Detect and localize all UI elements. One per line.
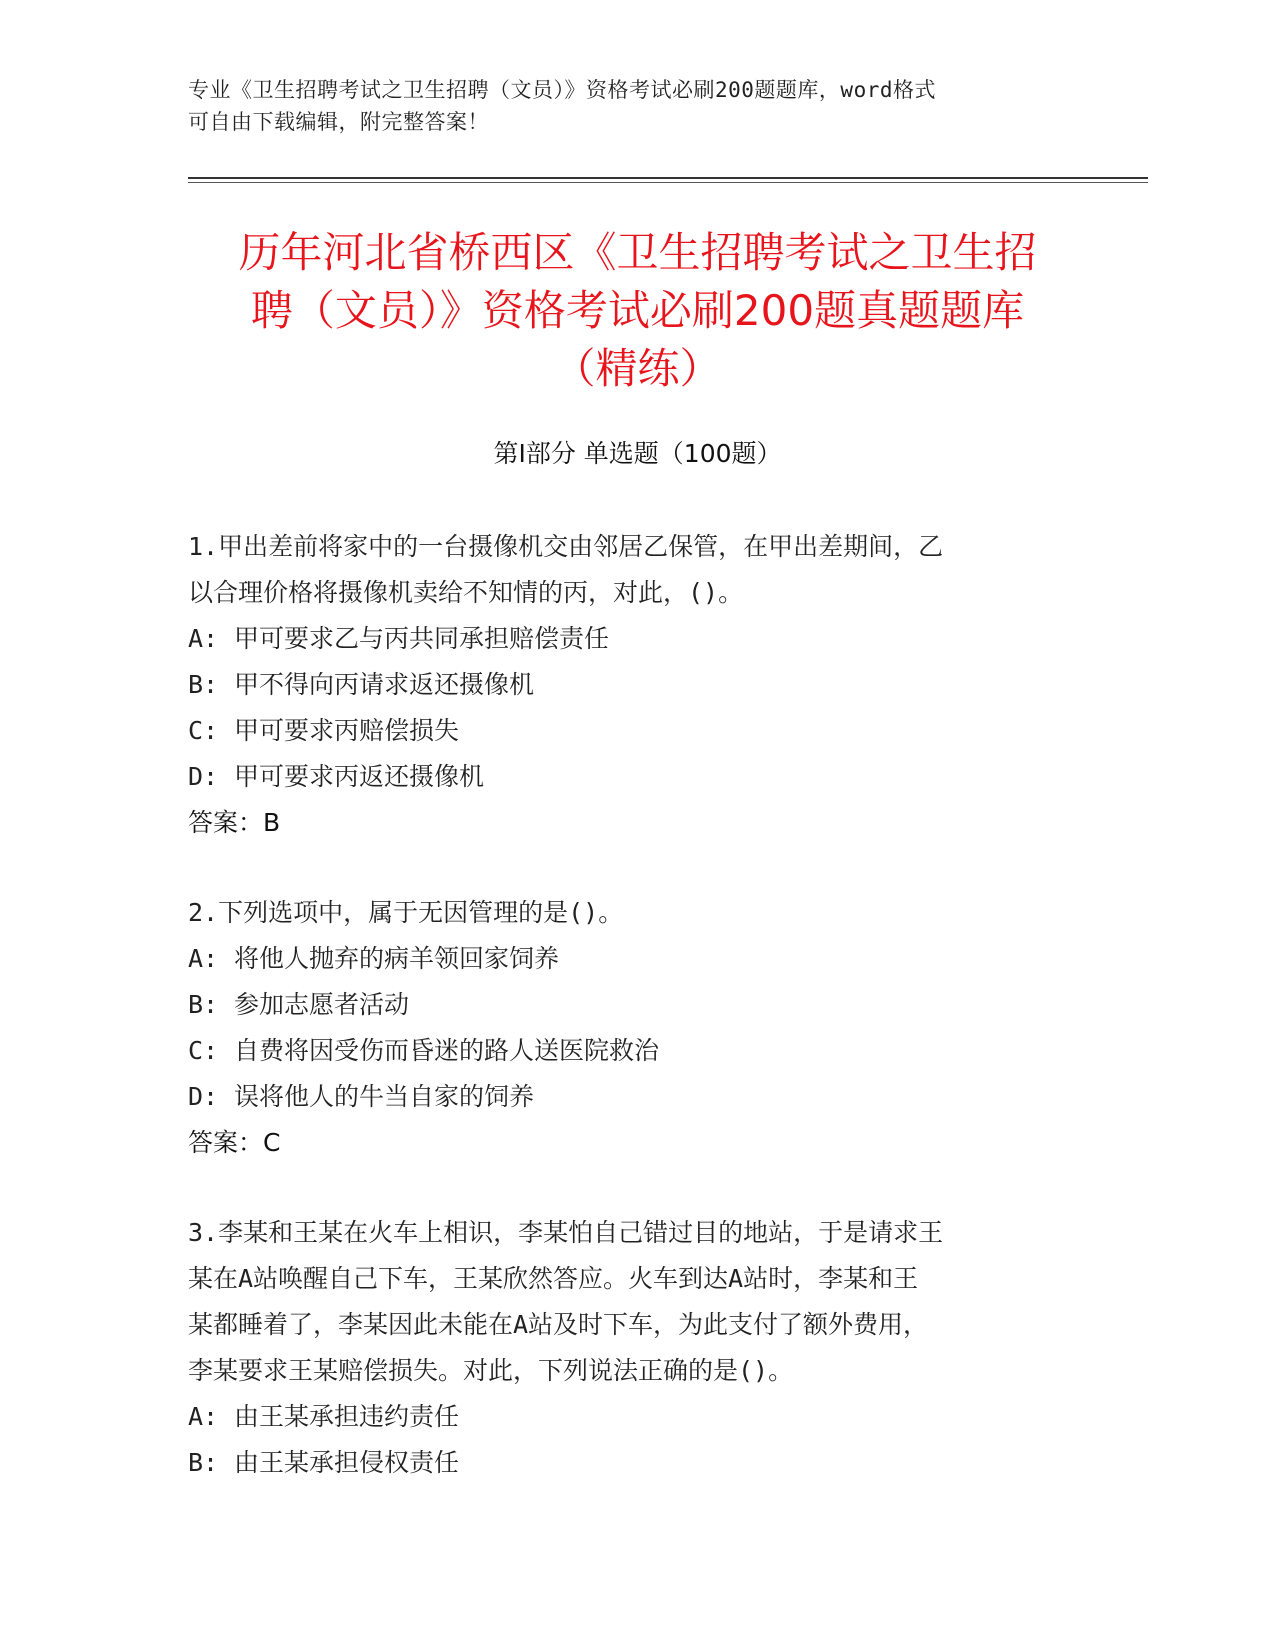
option-text: 自费将因受伤而昏迷的路人送医院救治 <box>234 1036 660 1065</box>
option-text: 甲可要求丙返还摄像机 <box>234 762 485 791</box>
option-text: 参加志愿者活动 <box>234 990 410 1019</box>
answer-label: 答案： <box>188 808 264 837</box>
header-rule-thick <box>188 177 1148 179</box>
option-letter: B: <box>188 670 219 699</box>
document-title <box>150 224 1125 398</box>
header-rule-thin <box>188 182 1148 183</box>
answer-value: B <box>263 808 281 837</box>
option-c <box>188 1028 1068 1074</box>
option-b <box>188 982 1068 1028</box>
header-note <box>188 74 1068 138</box>
option-letter: A: <box>188 624 219 653</box>
header-note-line-1: 专业《卫生招聘考试之卫生招聘（文员）》资格考试必刷200题题库，word格式 <box>188 78 936 102</box>
option-letter: A: <box>188 1402 219 1431</box>
question-stem-line: 李某要求王某赔偿损失。对此，下列说法正确的是()。 <box>188 1356 794 1385</box>
option-b <box>188 662 1068 708</box>
question-stem-line: 某在A站唤醒自己下车，王某欣然答应。火车到达A站时，李某和王 <box>188 1264 919 1293</box>
option-letter: C: <box>188 1036 219 1065</box>
question-1 <box>188 524 1068 846</box>
question-stem-line: 某都睡着了，李某因此未能在A站及时下车，为此支付了额外费用， <box>188 1310 929 1339</box>
option-a <box>188 936 1068 982</box>
document-title-line-3: （精练） <box>553 344 722 393</box>
option-text: 由王某承担侵权责任 <box>234 1448 460 1477</box>
option-text: 将他人抛弃的病羊领回家饲养 <box>234 944 560 973</box>
option-d <box>188 1074 1068 1120</box>
option-b <box>188 1440 1068 1486</box>
option-letter: A: <box>188 944 219 973</box>
option-d <box>188 754 1068 800</box>
question-stem-line: 1.甲出差前将家中的一台摄像机交由邻居乙保管，在甲出差期间，乙 <box>188 532 944 561</box>
header-note-line-2: 可自由下载编辑，附完整答案！ <box>188 110 489 134</box>
option-letter: B: <box>188 1448 219 1477</box>
section-title: 第Ⅰ部分 单选题（100题） <box>493 439 782 468</box>
document-title-line-1: 历年河北省桥西区《卫生招聘考试之卫生招 <box>238 228 1037 277</box>
answer-line <box>188 800 1068 846</box>
question-3 <box>188 1210 1068 1486</box>
option-text: 甲可要求乙与丙共同承担赔偿责任 <box>234 624 610 653</box>
option-text: 甲不得向丙请求返还摄像机 <box>234 670 535 699</box>
option-text: 由王某承担违约责任 <box>234 1402 460 1431</box>
question-2 <box>188 890 1068 1166</box>
option-a <box>188 616 1068 662</box>
option-letter: D: <box>188 762 219 791</box>
answer-value: C <box>263 1128 281 1157</box>
option-letter: B: <box>188 990 219 1019</box>
document-title-line-2: 聘（文员）》资格考试必刷200题真题题库 <box>250 286 1025 335</box>
option-c <box>188 708 1068 754</box>
option-letter: C: <box>188 716 219 745</box>
answer-label: 答案： <box>188 1128 264 1157</box>
question-list <box>188 524 1068 1530</box>
question-stem-line: 3.李某和王某在火车上相识，李某怕自己错过目的地站，于是请求王 <box>188 1218 944 1247</box>
question-stem-line: 以合理价格将摄像机卖给不知情的丙，对此，()。 <box>188 578 744 607</box>
question-stem-line: 2.下列选项中，属于无因管理的是()。 <box>188 898 624 927</box>
option-text: 甲可要求丙赔偿损失 <box>234 716 460 745</box>
option-a <box>188 1394 1068 1440</box>
option-text: 误将他人的牛当自家的饲养 <box>234 1082 535 1111</box>
option-letter: D: <box>188 1082 219 1111</box>
answer-line <box>188 1120 1068 1166</box>
